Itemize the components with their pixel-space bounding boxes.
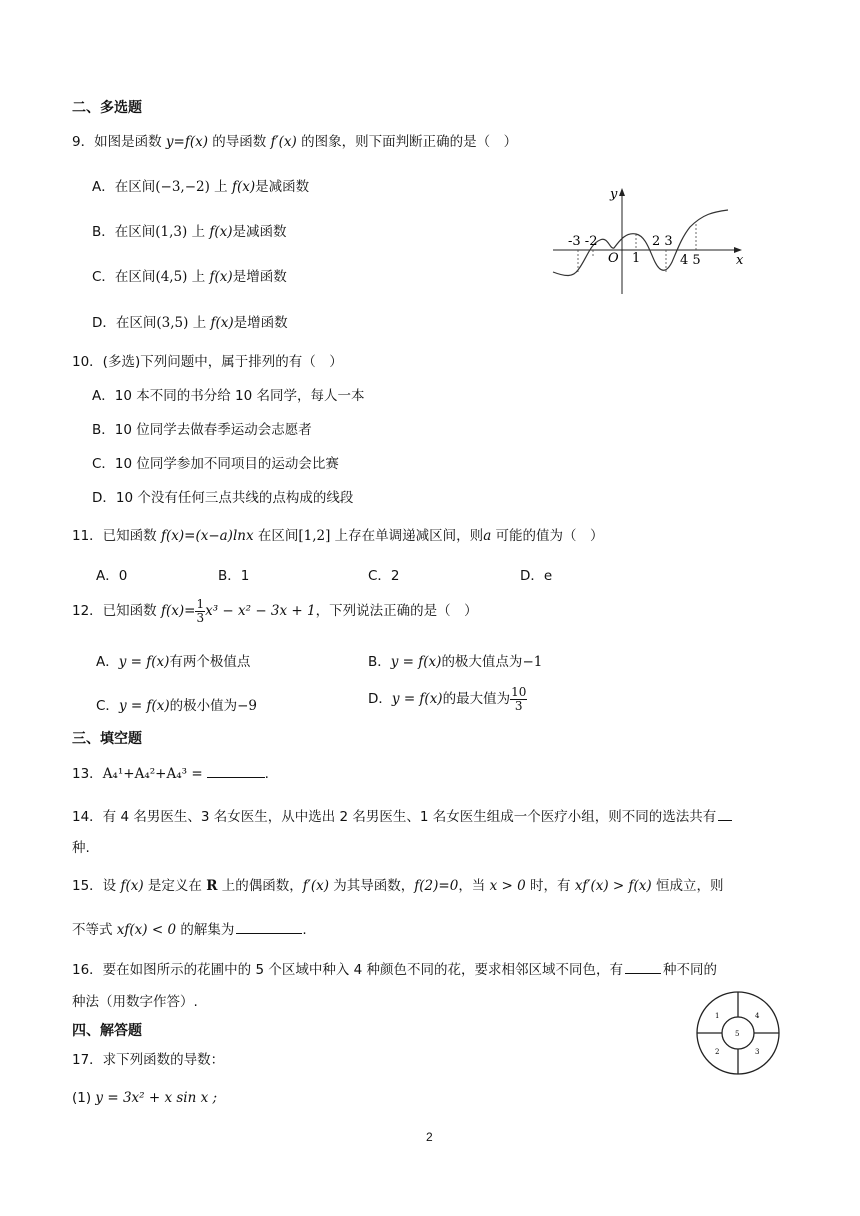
q15-real-set: R <box>206 878 218 894</box>
q15-answer-blank[interactable] <box>236 921 302 934</box>
q14-text: 14．有 4 名男医生、3 名女医生，从中选出 2 名男医生、1 名女医生组成一个医疗小组，则不同的选法共有 <box>72 809 717 825</box>
q10-option-a[interactable]: A．10 本不同的书分给 10 名同学，每人一本 <box>92 388 365 404</box>
q11-stem-text: 11．已知函数 <box>72 528 161 544</box>
section-heading-multi-choice: 二、多选题 <box>72 100 142 116</box>
q12-fraction <box>195 598 205 624</box>
q11-option-a[interactable]: A．0 <box>96 568 128 584</box>
option-label: B． <box>368 654 391 670</box>
q15-math: x > 0 <box>489 878 526 894</box>
option-value: −9 <box>237 698 258 714</box>
q14-answer-blank[interactable] <box>718 808 732 821</box>
option-label: D．在区间 <box>92 315 157 331</box>
section-heading-solve: 四、解答题 <box>72 1023 142 1039</box>
q9-stem-text-b: 的导函数 <box>207 134 271 150</box>
q9-stem <box>72 130 517 150</box>
option-text: 是减函数 <box>232 224 287 240</box>
q11-func: f(x)=(x−a)lnx <box>160 528 254 544</box>
page-number: 2 <box>426 1130 433 1144</box>
y-axis-label: y <box>610 187 618 202</box>
q9-stem-text: 9．如图是函数 <box>72 134 166 150</box>
option-text: 是增函数 <box>232 269 287 285</box>
option-label: B．在区间 <box>92 224 156 240</box>
q17-stem: 17．求下列函数的导数： <box>72 1052 225 1068</box>
option-text: 是增函数 <box>233 315 288 331</box>
option-func: f(x) <box>209 224 233 240</box>
q15-text: 15．设 <box>72 878 121 894</box>
q13 <box>72 762 269 782</box>
q11-stem <box>72 524 604 544</box>
q15-end: . <box>302 922 307 938</box>
option-func: f(x) <box>209 269 233 285</box>
q10-option-c[interactable]: C．10 位同学参加不同项目的运动会比赛 <box>92 456 339 472</box>
origin-label: O <box>608 251 619 266</box>
option-math: y = f(x) <box>390 654 442 670</box>
option-interval: (3,5) <box>156 315 189 331</box>
y-axis-arrow <box>619 188 625 196</box>
q15-text: ，当 <box>458 878 490 894</box>
q15-text: 上的偶函数， <box>217 878 303 894</box>
q15-math: xf(x) < 0 <box>116 922 177 938</box>
q15-math: f′(x) <box>302 878 329 894</box>
q15-text: 不等式 <box>72 922 117 938</box>
option-text: 是减函数 <box>255 179 310 195</box>
region-label-3: 3 <box>755 1048 760 1056</box>
q9-stem-text-c: 的图象，则下面判断正确的是（ ） <box>296 134 518 150</box>
q11-interval: [1,2] <box>298 528 331 544</box>
q15-text: 为其导函数， <box>328 878 415 894</box>
q10-option-b[interactable]: B．10 位同学去做春季运动会志愿者 <box>92 422 312 438</box>
q12-option-b[interactable] <box>368 650 542 670</box>
q15-text: 的解集为 <box>176 922 235 938</box>
q13-label: 13． <box>72 766 103 782</box>
option-value: −1 <box>522 654 543 670</box>
q13-answer-blank[interactable] <box>207 765 265 778</box>
tick-labels-left: -3 -2 <box>568 234 598 249</box>
option-text: 上 <box>187 269 210 285</box>
q15-math: xf′(x) > f(x) <box>574 878 652 894</box>
q10-option-d[interactable]: D．10 个没有任何三点共线的点构成的线段 <box>92 490 354 506</box>
option-math: y = f(x) <box>118 654 170 670</box>
q9-option-b[interactable] <box>92 220 287 240</box>
q15-math: f(2)=0 <box>414 878 459 894</box>
q9-option-c[interactable] <box>92 265 287 285</box>
q15-line1 <box>72 874 723 894</box>
option-text: 的最大值为 <box>442 691 511 708</box>
fraction-numerator: 10 <box>511 685 527 699</box>
option-text: 上 <box>188 315 211 331</box>
option-math: y = f(x) <box>118 698 170 714</box>
q15-math: f(x) <box>120 878 144 894</box>
option-math: y = f(x) <box>391 691 443 708</box>
option-label: A． <box>96 654 119 670</box>
q16-answer-blank[interactable] <box>625 961 661 974</box>
q9-option-d[interactable] <box>92 311 288 331</box>
q15-line2 <box>72 918 307 938</box>
q16-line1 <box>72 958 717 978</box>
q12-option-a[interactable] <box>96 650 250 670</box>
tick-labels-4-5: 4 5 <box>680 253 701 268</box>
option-text: 的极小值为 <box>169 698 238 714</box>
option-text: 有两个极值点 <box>169 654 251 670</box>
option-label: C．在区间 <box>92 269 156 285</box>
q11-stem-text-c: 上存在单调递减区间，则 <box>330 528 484 544</box>
derivative-graph-figure <box>548 182 748 297</box>
q13-end: . <box>264 766 269 782</box>
q16-text: 16．要在如图所示的花圃中的 5 个区域中种入 4 种颜色不同的花，要求相邻区域不同色，有 <box>72 962 624 978</box>
region-label-2: 2 <box>715 1048 720 1056</box>
q11-option-d[interactable]: D．e <box>520 568 553 584</box>
q9-option-a[interactable] <box>92 175 309 195</box>
q11-stem-text-d: 可能的值为（ ） <box>491 528 604 544</box>
q10-stem: 10．(多选)下列问题中，属于排列的有（ ） <box>72 354 343 370</box>
option-func: f(x) <box>210 315 234 331</box>
q12-stem-text-b: ，下列说法正确的是（ ） <box>315 603 478 620</box>
flower-bed-figure <box>695 990 781 1076</box>
q11-stem-text-b: 在区间 <box>253 528 299 544</box>
q16-text: 种不同的 <box>663 962 718 978</box>
q12-option-d[interactable] <box>368 686 527 712</box>
tick-labels-2-3: 2 3 <box>652 234 673 249</box>
tick-label-1: 1 <box>632 251 641 266</box>
option-text: 的极大值点为 <box>441 654 523 670</box>
q15-text: 恒成立，则 <box>651 878 724 894</box>
q12-option-c[interactable] <box>96 694 257 714</box>
x-axis-label: x <box>736 253 744 268</box>
q14-line1 <box>72 805 732 825</box>
q17-part1 <box>72 1090 217 1106</box>
q16-line2: 种法（用数字作答）. <box>72 994 198 1010</box>
fraction-numerator: 1 <box>196 597 205 611</box>
option-text: 上 <box>209 179 232 195</box>
q12-func-lhs: f(x)= <box>160 603 196 620</box>
q17-part-label: (1) <box>72 1090 92 1106</box>
option-interval: (1,3) <box>155 224 188 240</box>
option-label: A．在区间 <box>92 179 156 195</box>
region-label-1: 1 <box>715 1012 720 1020</box>
fraction-denominator: 3 <box>196 610 205 625</box>
option-label: C． <box>96 698 119 714</box>
fraction-denominator: 3 <box>514 698 523 713</box>
q9-func: y=f(x) <box>165 134 208 150</box>
option-interval: (4,5) <box>155 269 188 285</box>
region-label-4: 4 <box>755 1012 760 1020</box>
option-func: f(x) <box>231 179 256 195</box>
q13-expression: A₄¹+A₄²+A₄³ = <box>102 766 203 782</box>
q12-func-rhs: x³ − x² − 3x + 1 <box>205 603 316 620</box>
q15-text: 时，有 <box>525 878 575 894</box>
q12-stem-text: 12．已知函数 <box>72 603 161 620</box>
q11-var: a <box>483 528 492 544</box>
region-label-5: 5 <box>735 1030 740 1038</box>
option-interval: (−3,−2) <box>155 179 210 195</box>
q15-text: 是定义在 <box>143 878 207 894</box>
q12-d-fraction <box>510 686 527 712</box>
option-label: D． <box>368 691 392 708</box>
q17-part1-expression: y = 3x² + x sin x ; <box>95 1090 218 1106</box>
q14-line2: 种. <box>72 840 90 856</box>
option-text: 上 <box>187 224 210 240</box>
q11-option-b[interactable]: B．1 <box>218 568 250 584</box>
section-heading-fill-in: 三、填空题 <box>72 731 142 747</box>
q12-stem <box>72 598 478 624</box>
q9-deriv: f′(x) <box>270 134 297 150</box>
q11-option-c[interactable]: C．2 <box>368 568 400 584</box>
